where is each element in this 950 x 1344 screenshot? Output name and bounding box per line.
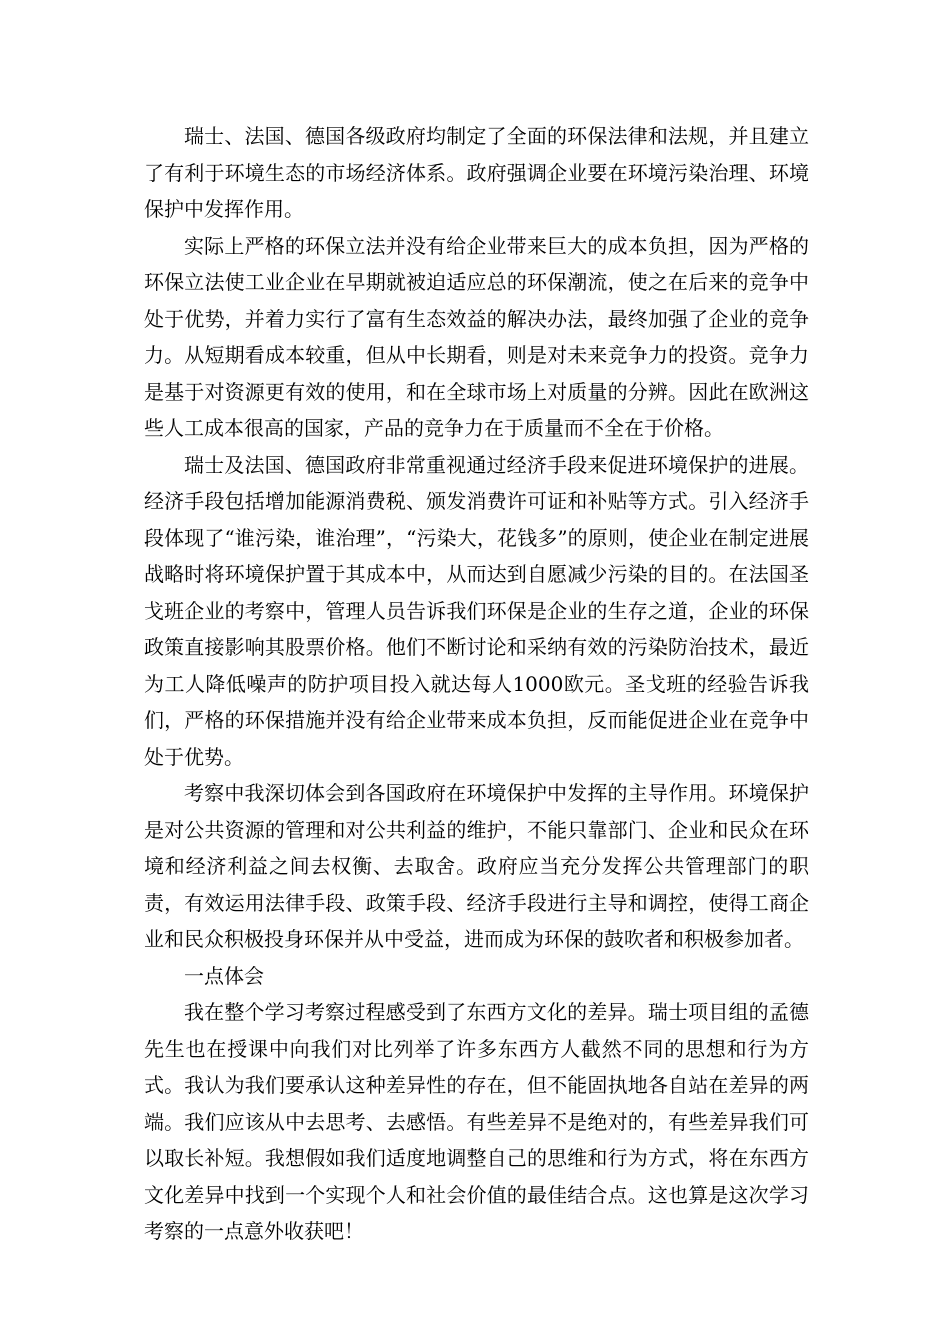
paragraph-cultural-differences: 我在整个学习考察过程感受到了东西方文化的差异。瑞士项目组的孟德先生也在授课中向我们对比列举了许多东西方人截然不同的思想和行为方式。我认为我们要承认这种差异性的存在，但不能固执地各自站在差异的两端。我们应该从中去思考、去感悟。有些差异不是绝对的，有些差异我们可以取长补短。我想假如我们适度地调整自己的思维和行为方式，将在东西方文化差异中找到一个实现个人和社会价值的最佳结合点。这也算是这次学习考察的一点意外收获吧！	[144, 1000, 809, 1243]
section-heading-reflection: 一点体会	[184, 963, 264, 988]
paragraph-government-leading-role: 考察中我深切体会到各国政府在环境保护中发挥的主导作用。环境保护是对公共资源的管理和对公共利益的维护，不能只靠部门、企业和民众在环境和经济利益之间去权衡、去取舍。政府应当充分发挥公共管理部门的职责，有效运用法律手段、政策手段、经济手段进行主导和调控，使得工商企业和民众积极投身环保并从中受益，进而成为环保的鼓吹者和积极参加者。	[144, 781, 809, 951]
paragraph-environmental-legislation-cost: 实际上严格的环保立法并没有给企业带来巨大的成本负担，因为严格的环保立法使工业企业在早期就被迫适应总的环保潮流，使之在后来的竞争中处于优势，并着力实行了富有生态效益的解决办法，最终加强了企业的竞争力。从短期看成本较重，但从中长期看，则是对未来竞争力的投资。竞争力是基于对资源更有效的使用，和在全球市场上对质量的分辨。因此在欧洲这些人工成本很高的国家，产品的竞争力在于质量而不全在于价格。	[144, 233, 809, 440]
document-body	[144, 118, 809, 1250]
paragraph-government-laws: 瑞士、法国、德国各级政府均制定了全面的环保法律和法规，并且建立了有利于环境生态的市场经济体系。政府强调企业要在环境污染治理、环境保护中发挥作用。	[144, 124, 809, 221]
paragraph-economic-measures: 瑞士及法国、德国政府非常重视通过经济手段来促进环境保护的进展。经济手段包括增加能源消费税、颁发消费许可证和补贴等方式。引入经济手段体现了“谁污染，谁治理”，“污染大，花钱多”的原则，使企业在制定进展战略时将环境保护置于其成本中，从而达到自愿减少污染的目的。在法国圣戈班企业的考察中，管理人员告诉我们环保是企业的生存之道，企业的环保政策直接影响其股票价格。他们不断讨论和采纳有效的污染防治技术，最近为工人降低噪声的防护项目投入就达每人1000欧元。圣戈班的经验告诉我们，严格的环保措施并没有给企业带来成本负担，反而能促进企业在竞争中处于优势。	[144, 452, 809, 769]
